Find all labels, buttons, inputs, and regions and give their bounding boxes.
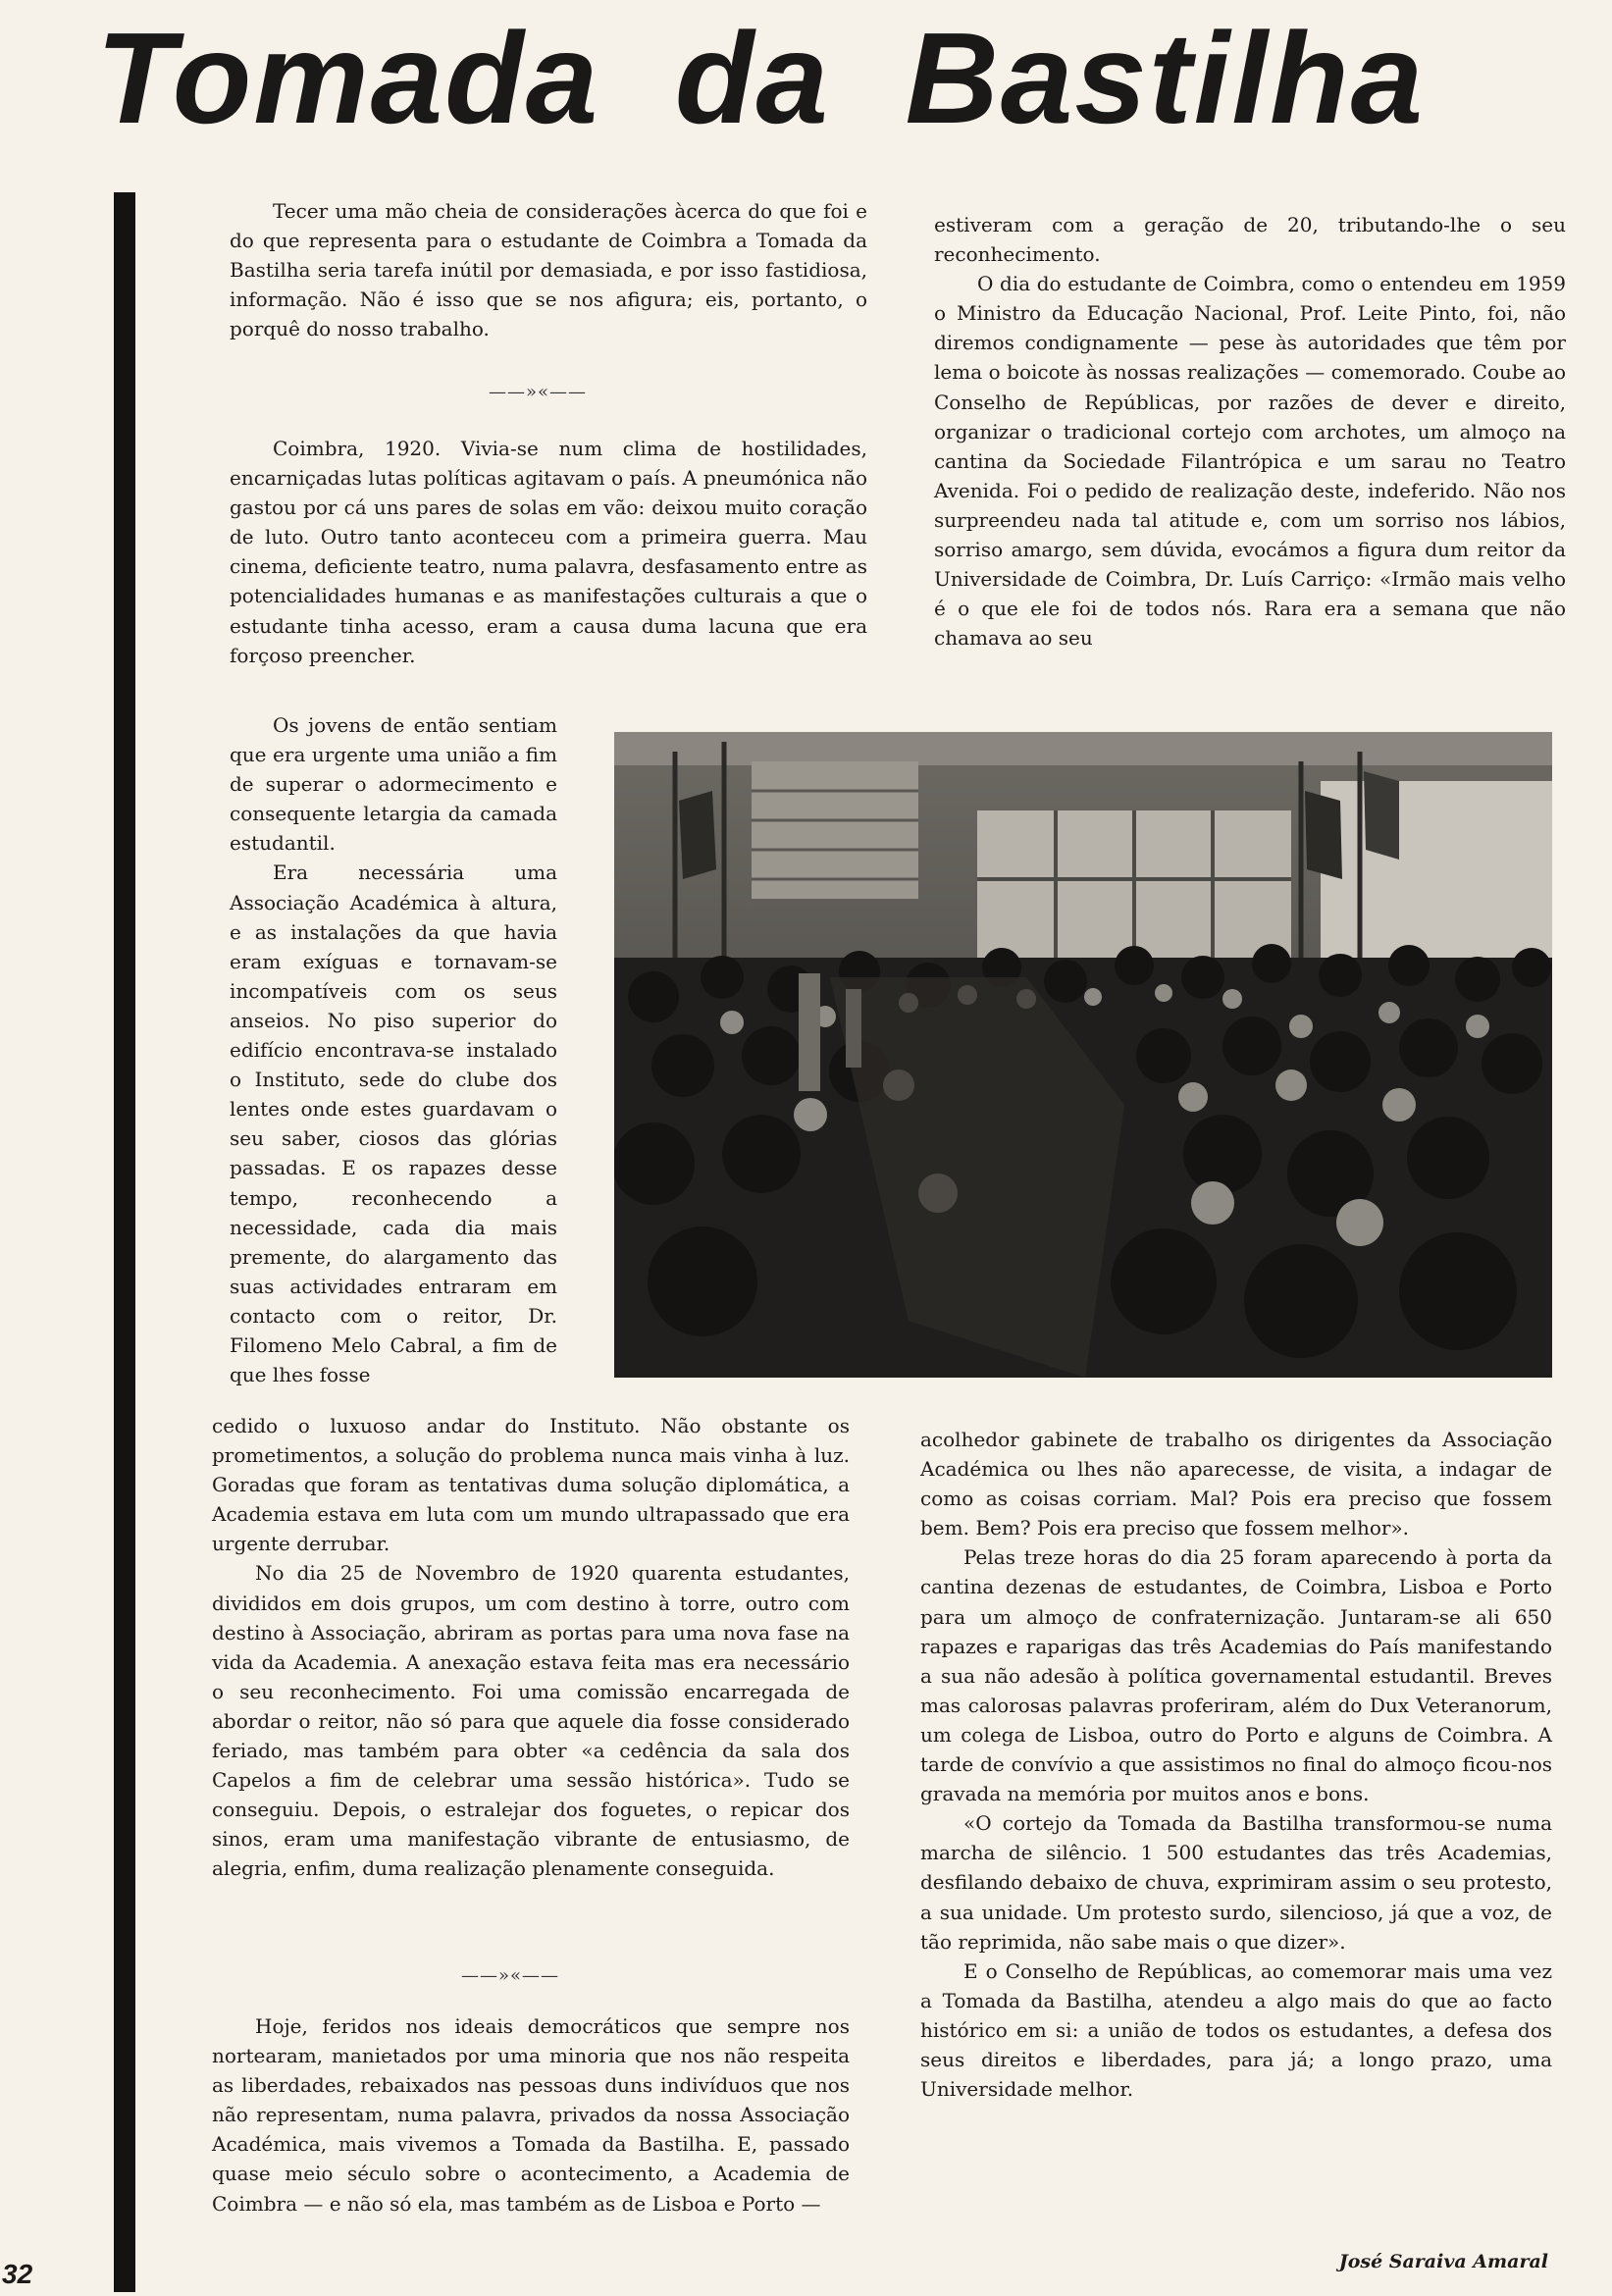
section-separator: ——»«—— bbox=[489, 382, 588, 402]
paragraph: «O cortejo da Tomada da Bastilha transformou-se numa marcha de silêncio. 1 500 estudantes das três Academias, desfilando debaixo de chuva, exprimiram assim o seu protesto, a sua unidade. Um protesto surdo, silencioso, já que a voz, de tão reprimida, não sabe mais o que dizer». bbox=[920, 1811, 1552, 1954]
section-separator: ——»«—— bbox=[461, 1965, 560, 1986]
right-upper-text bbox=[934, 210, 1566, 652]
author-signature: José Saraiva Amaral bbox=[1338, 2251, 1548, 2272]
paragraph: Os jovens de então sentiam que era urgente uma união a fim de superar o adormecimento e consequente letargia da camada estudantil. bbox=[230, 713, 557, 856]
left-bottom-text bbox=[212, 2011, 850, 2218]
page-number: 32 bbox=[2, 2259, 33, 2289]
left-margin-bar bbox=[114, 192, 135, 2292]
paragraph: Era necessária uma Associação Académica à altura, e as instalações da que havia eram exíguas e tornavam-se incompatíveis com os seus anseios. No piso superior do edifício encontrava-se instalado o Instituto, sede do clube dos lentes onde estes guardavam o seu saber, ciosos das glórias passadas. E os rapazes desse tempo, reconhecendo a necessidade, cada dia mais premente, do alargamento das suas actividades entraram em contacto com o reitor, Dr. Filomeno Melo Cabral, a fim de que lhes fosse bbox=[230, 861, 557, 1387]
paragraph: Tecer uma mão cheia de considerações àcerca do que foi e do que representa para o estudante de Coimbra a Tomada da Bastilha seria tarefa inútil por demasiada, e por isso fastidiosa, informação. Não é isso que se nos afigura; eis, portanto, o porquê do nosso trabalho. bbox=[230, 199, 867, 341]
intro-paragraph bbox=[230, 196, 867, 343]
left-upper-text bbox=[230, 434, 867, 670]
paragraph: No dia 25 de Novembro de 1920 quarenta estudantes, divididos em dois grupos, um com destino à torre, outro com destino à Associação, abriram as portas para uma nova fase na vida da Academia. A anexação estava feita mas era necessário o seu reconhecimento. Foi uma comissão encarregada de abordar o reitor, não só para que aquele dia fosse considerado feriado, mas também para obter «a cedência da sala dos Capelos a fim de celebrar uma sessão histórica». Tudo se conseguiu. Depois, o estralejar dos foguetes, o repicar dos sinos, eram uma manifestação vibrante de entusiasmo, de alegria, enfim, duma realização plenamente conseguida. bbox=[212, 1561, 850, 1881]
right-lower-text bbox=[920, 1425, 1552, 2104]
paragraph: Coimbra, 1920. Vivia-se num clima de hostilidades, encarniçadas lutas políticas agitavam o país. A pneumónica não gastou por cá uns pares de solas em vão: deixou muito coração de luto. Outro tanto aconteceu com a primeira guerra. Mau cinema, deficiente teatro, numa palavra, desfasamento entre as potencialidades humanas e as manifestações culturais a que o estudante tinha acesso, eram a causa duma lacuna que era forçoso preencher. bbox=[230, 437, 867, 667]
left-lower-text bbox=[212, 1411, 850, 1884]
article-title: Tomada da Bastilha bbox=[96, 6, 1426, 150]
paragraph: Hoje, feridos nos ideais democráticos que sempre nos nortearam, manietados por uma minoria que nos não respeita as liberdades, rebaixados nas pessoas duns indivíduos que nos não representam, numa palavra, privados da nossa Associação Académica, mais vivemos a Tomada da Bastilha. E, passado quase meio século sobre o acontecimento, a Academia de Coimbra — e não só ela, mas também as de Lisboa e Porto — bbox=[212, 2014, 850, 2216]
paragraph: cedido o luxuoso andar do Instituto. Não obstante os prometimentos, a solução do problema nunca mais vinha à luz. Goradas que foram as tentativas duma solução diplomática, a Academia estava em luta com um mundo ultrapassado que era urgente derrubar. bbox=[212, 1414, 850, 1556]
paragraph: E o Conselho de Repúblicas, ao comemorar mais uma vez a Tomada da Bastilha, atendeu a algo mais do que ao facto histórico em si: a união de todos os estudantes, a defesa dos seus direitos e liberdades, para já; a longo prazo, uma Universidade melhor. bbox=[920, 1958, 1552, 2102]
paragraph: acolhedor gabinete de trabalho os dirigentes da Associação Académica ou lhes não aparecesse, de visita, a indagar de como as coisas corriam. Mal? Pois era preciso que fossem bem. Bem? Pois era preciso que fossem melhor». bbox=[920, 1428, 1552, 1540]
paragraph: Pelas treze horas do dia 25 foram aparecendo à porta da cantina dezenas de estudantes, de Coimbra, Lisboa e Porto para um almoço de confraternização. Juntaram-se ali 650 rapazes e raparigas das três Academias do País manifestando a sua não adesão à política governamental estudantil. Breves mas calorosas palavras proferiram, além do Dux Veteranorum, um colega de Lisboa, outro do Porto e alguns de Coimbra. A tarde de convívio a que assistimos no final do almoço ficou-nos gravada na memória por muitos anos e bons. bbox=[920, 1545, 1552, 1806]
paragraph: estiveram com a geração de 20, tributando-lhe o seu reconhecimento. bbox=[934, 213, 1566, 267]
paragraph: O dia do estudante de Coimbra, como o entendeu em 1959 o Ministro da Educação Nacional, Prof. Leite Pinto, foi, não diremos condignamente — pese às autoridades que têm por lema o boicote às nossas realizações — comemorado. Coube ao Conselho de Repúblicas, por razões de dever e direito, organizar o tradicional cortejo com archotes, um almoço na cantina da Sociedade Filantrópica e um sarau no Teatro Avenida. Foi o pedido de realização deste, indeferido. Não nos surpreendeu nada tal atitude e, com um sorriso nos lábios, sorriso amargo, sem dúvida, evocámos a figura dum reitor da Universidade de Coimbra, Dr. Luís Carriço: «Irmão mais velho é o que ele foi de todos nós. Rara era a semana que não chamava ao seu bbox=[934, 272, 1566, 651]
left-narrow-text bbox=[230, 710, 557, 1389]
crowd-photograph bbox=[614, 732, 1552, 1378]
photo-illustration bbox=[614, 732, 1552, 1378]
